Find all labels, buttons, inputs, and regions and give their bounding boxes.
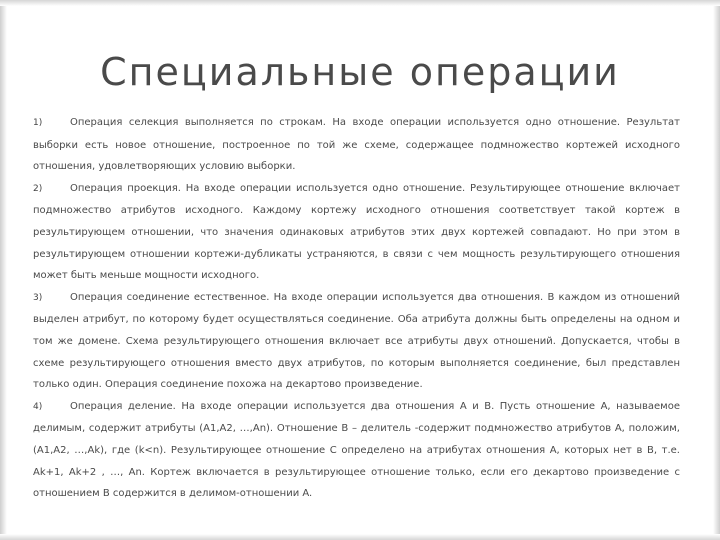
list-item-number: 4) xyxy=(33,401,43,412)
list-item-text: Операция деление. На входе операции используется два отношения A и B. Пусть отношение A, называемое делимым, содержит атрибуты (A1,A2, …,An). Отношение B – делитель -содержит подмножество атрибутов A, положим, (A1,A2, …,Ak), где (k<n). Результирующее отношение C определено на атрибутах отношения A, которых нет в B, т.е. Ak+1, Ak+2 , …, An. Кортеж включается в результирующее отношение только, если его декартово произведение с отношением B содержится в делимом-отношении A. xyxy=(33,400,680,500)
list-item-natural-join xyxy=(33,287,680,396)
list-item-number: 2) xyxy=(33,183,43,194)
slide-title: Специальные операции xyxy=(100,50,620,94)
list-item-number: 1) xyxy=(33,118,43,128)
slide-edge-shadow-bottom xyxy=(0,534,720,540)
list-item-division xyxy=(33,396,680,505)
operations-list xyxy=(33,112,680,505)
list-item-selection xyxy=(33,112,680,178)
slide-edge-shadow-top xyxy=(0,0,720,6)
list-item-number: 3) xyxy=(33,292,43,303)
list-item-text: Операция селекция выполняется по строкам. На входе операции используется одно отношение. Результат выборки есть новое отношение, построенное по той же схеме, содержащее подмножество кортежей исходного отношения, удовлетворяющих условию выборки. xyxy=(33,117,680,173)
list-item-projection xyxy=(33,178,680,287)
list-item-text: Операция соединение естественное. На входе операции используется два отношения. В каждом из отношений выделен атрибут, по которому будет осуществляться соединение. Оба атрибута должны быть определены на одном и том же домене. Схема результирующего отношения включает все атрибуты двух отношений. Допускается, чтобы в схеме результирующего отношения вместо двух атрибутов, по которым выполняется соединение, был представлен только один. Операция соединение похожа на декартово произведение. xyxy=(33,291,680,391)
list-item-text: Операция проекция. На входе операции используется одно отношение. Результирующее отношение включает подмножество атрибутов исходного. Каждому кортежу исходного отношения соответствует такой кортеж в результирующем отношении, что значения одинаковых атрибутов этих двух кортежей совпадают. Но при этом в результирующем отношении кортежи-дубликаты устраняются, в связи с чем мощность результирующего отношения может быть меньше мощности исходного. xyxy=(33,182,680,282)
